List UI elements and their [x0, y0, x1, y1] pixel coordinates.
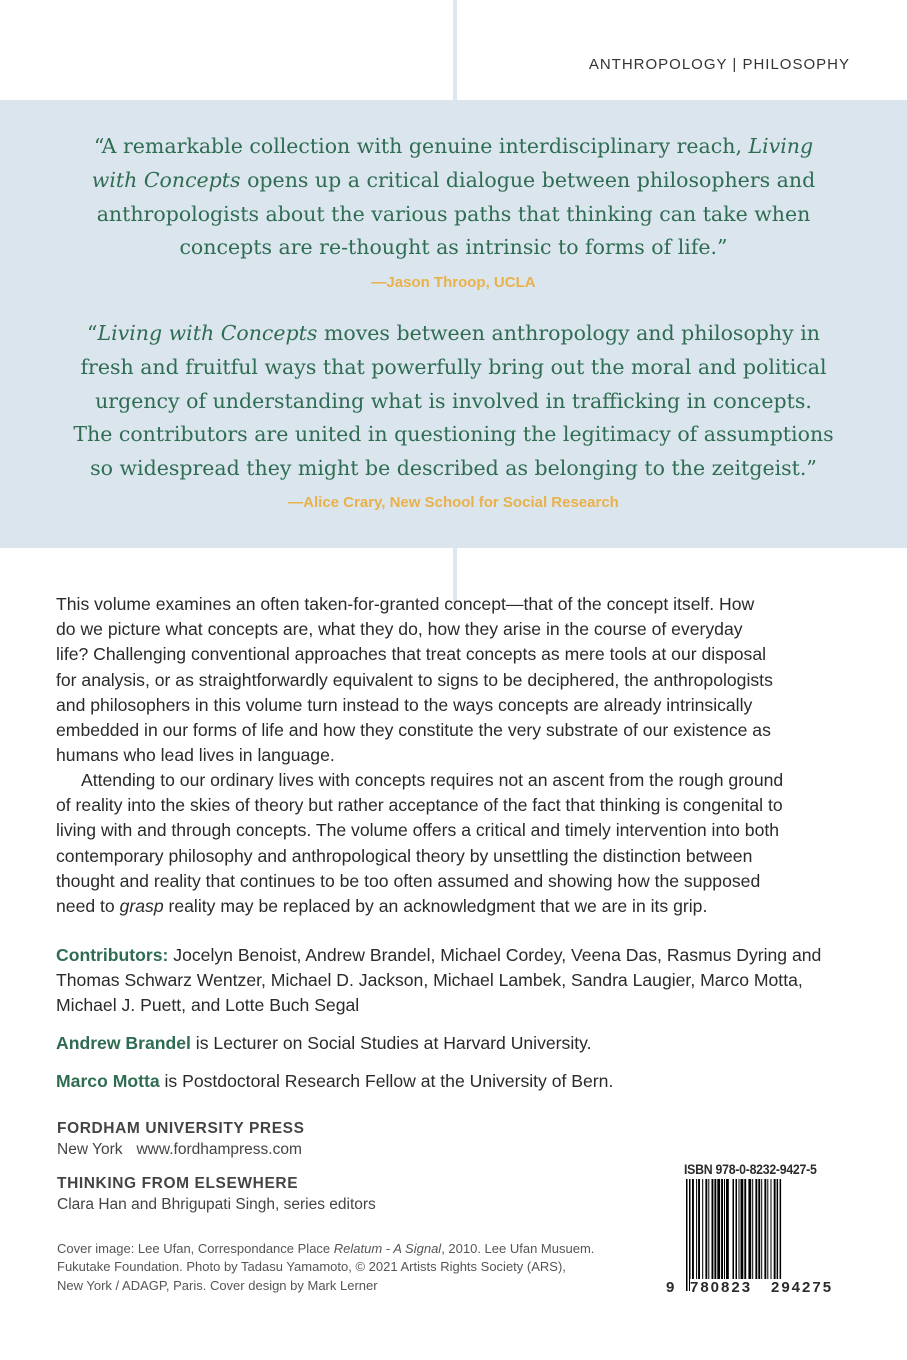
publisher-name: FORDHAM UNIVERSITY PRESS	[57, 1120, 305, 1137]
text-segment: Thomas Schwarz Wentzer, Michael D. Jackson, Michael Lambek, Sandra Laugier, Marco Motta,	[56, 970, 803, 991]
barcode-bar	[724, 1179, 725, 1279]
text-line	[56, 718, 856, 743]
text-segment: Attending to our ordinary lives with concepts requires not an ascent from the rough ground	[81, 770, 784, 790]
barcode-bar	[758, 1179, 760, 1279]
description-paragraph-2	[56, 768, 856, 919]
text-segment: contemporary philosophy and anthropological theory by unsettling the distinction between	[56, 845, 753, 866]
text-line	[57, 1277, 594, 1295]
category-label: ANTHROPOLOGY | PHILOSOPHY	[588, 56, 850, 73]
text-line	[56, 617, 856, 642]
publisher-info	[57, 1141, 302, 1159]
text-line	[56, 1069, 856, 1094]
barcode-bar	[721, 1179, 723, 1279]
text-line	[56, 668, 856, 693]
text-line	[56, 943, 856, 968]
barcode-bar	[733, 1179, 735, 1291]
barcode-bar	[717, 1179, 720, 1279]
text-segment: is Postdoctoral Research Fellow at the University of Bern.	[159, 1071, 614, 1091]
decorative-line-top	[453, 0, 457, 100]
text-segment: Michael J. Puett, and Lotte Buch Segal	[56, 995, 360, 1016]
italic-text: grasp	[119, 896, 164, 917]
text-segment: This volume examines an often taken-for-granted concept—that of the concept itself. How	[56, 594, 755, 614]
barcode-bar	[702, 1179, 703, 1279]
quote-2	[0, 317, 907, 486]
text-segment: urgency of understanding what is involved in trafficking in concepts.	[95, 388, 812, 413]
text-line	[56, 993, 856, 1018]
text-segment: for analysis, or as straightforwardly equivalent to signs to be deciphered, the anthropologists	[56, 669, 773, 690]
text-line	[56, 869, 856, 894]
text-line	[0, 164, 907, 198]
text-segment: so widespread they might be described as belonging to the zeitgeist.”	[90, 456, 817, 481]
barcode-bar	[712, 1179, 714, 1279]
barcode-bar	[764, 1179, 766, 1279]
text-segment: living with and through concepts. The volume offers a critical and timely intervention into both	[56, 820, 780, 841]
text-line	[56, 844, 856, 869]
text-line	[0, 231, 907, 265]
barcode-bar	[752, 1179, 753, 1279]
text-segment: , 2010. Lee Ufan Musuem.	[441, 1241, 595, 1256]
text-segment: embedded in our forms of life and how they constitute the very substrate of our existence as	[56, 720, 771, 741]
text-line	[56, 968, 856, 993]
text-segment: is Lecturer on Social Studies at Harvard University.	[190, 1033, 592, 1053]
text-line	[0, 130, 907, 164]
name-highlight: Marco Motta	[56, 1071, 160, 1091]
text-line	[0, 385, 907, 419]
description-paragraph-1	[56, 592, 856, 768]
barcode-bar	[744, 1179, 746, 1279]
barcode-bar	[726, 1179, 729, 1279]
barcode-bar	[739, 1179, 740, 1279]
text-line	[57, 1240, 594, 1258]
text-segment: humans who lead lives in language.	[56, 745, 335, 766]
barcode-bar	[698, 1179, 700, 1279]
quote-2-attribution: —Alice Crary, New School for Social Research	[288, 494, 619, 511]
text-segment: Fukutake Foundation. Photo by Tadasu Yamamoto, © 2021 Artists Rights Society (ARS),	[57, 1259, 566, 1275]
barcode-bar	[736, 1179, 738, 1291]
text-segment: of reality into the skies of theory but rather acceptance of the fact that thinking is congenital to	[56, 795, 783, 816]
publisher-city: New York	[57, 1141, 123, 1158]
text-segment: and philosophers in this volume turn instead to the ways concepts are already intrinsically	[56, 694, 753, 715]
text-line	[56, 1031, 856, 1056]
barcode-bar	[692, 1179, 694, 1279]
name-highlight: Contributors:	[56, 945, 169, 965]
text-segment: opens up a critical dialogue between philosophers and	[240, 167, 816, 192]
text-segment: life? Challenging conventional approaches that treat concepts as mere tools at our disposal	[56, 644, 767, 665]
text-line	[0, 317, 907, 351]
text-segment: do we picture what concepts are, what they do, how they arise in the course of everyday	[56, 619, 743, 640]
barcode-bar	[714, 1179, 716, 1279]
text-segment: thought and reality that continues to be too often assumed and showing how the supposed	[56, 870, 761, 891]
barcode-digits-left: 780823	[690, 1279, 753, 1296]
italic-text: Relatum - A Signal	[333, 1241, 442, 1256]
barcode-bar	[777, 1179, 779, 1291]
text-line	[0, 351, 907, 385]
barcode-bar	[761, 1179, 762, 1279]
text-segment: The contributors are united in questioning the legitimacy of assumptions	[73, 422, 834, 447]
series-name: THINKING FROM ELSEWHERE	[57, 1175, 299, 1192]
barcode-bar	[696, 1179, 697, 1279]
cover-credits	[57, 1240, 594, 1295]
text-segment: moves between anthropology and philosophy in	[317, 321, 820, 345]
barcode-bar	[767, 1179, 768, 1279]
barcode-bar	[708, 1179, 709, 1279]
barcode-bar	[705, 1179, 707, 1279]
italic-text: with Concepts	[91, 167, 241, 192]
barcode-bar	[686, 1179, 688, 1291]
text-line	[56, 894, 856, 919]
text-line	[56, 693, 856, 718]
barcode-bar	[774, 1179, 776, 1279]
text-line	[56, 642, 856, 667]
text-line	[56, 818, 856, 843]
text-line	[57, 1258, 594, 1276]
text-segment: “	[87, 321, 98, 345]
text-line	[0, 452, 907, 486]
text-segment: Cover image: Lee Ufan, Correspondance Place	[57, 1241, 334, 1256]
name-highlight: Andrew Brandel	[56, 1033, 191, 1053]
text-segment: “A remarkable collection with genuine interdisciplinary reach,	[93, 134, 749, 158]
text-segment: reality may be replaced by an acknowledgment that we are in its grip.	[163, 896, 708, 917]
barcode-bar	[771, 1179, 772, 1279]
text-line	[56, 743, 856, 768]
text-segment: Jocelyn Benoist, Andrew Brandel, Michael Cordey, Veena Das, Rasmus Dyring and	[168, 945, 822, 965]
bio-marco-motta	[56, 1069, 856, 1094]
quote-1-attribution: —Jason Throop, UCLA	[371, 274, 536, 291]
text-segment: concepts are re-thought as intrinsic to forms of life.”	[179, 235, 728, 260]
barcode-bar	[780, 1179, 782, 1291]
barcode-bar	[741, 1179, 744, 1279]
barcode-bar	[748, 1179, 751, 1279]
italic-text: Living	[748, 134, 814, 158]
publisher-url: www.fordhampress.com	[136, 1141, 302, 1158]
barcode-digits-right: 294275	[771, 1279, 834, 1296]
bio-andrew-brandel	[56, 1031, 856, 1056]
barcode-bar	[755, 1179, 757, 1279]
contributors-list	[56, 943, 856, 1019]
text-line	[56, 768, 856, 793]
italic-text: Living with Concepts	[97, 321, 318, 345]
text-line	[56, 793, 856, 818]
isbn-label: ISBN 978-0-8232-9427-5	[684, 1161, 817, 1177]
quote-1	[0, 130, 907, 265]
text-line	[0, 198, 907, 232]
series-editors: Clara Han and Bhrigupati Singh, series editors	[57, 1196, 376, 1213]
barcode-lead-digit: 9	[666, 1279, 677, 1296]
barcode-bar	[689, 1179, 691, 1291]
text-line	[56, 592, 856, 617]
text-line	[0, 418, 907, 452]
text-segment: need to	[56, 896, 120, 917]
text-segment: New York / ADAGP, Paris. Cover design by Mark Lerner	[57, 1277, 378, 1293]
text-segment: fresh and fruitful ways that powerfully bring out the moral and political	[80, 354, 827, 379]
text-segment: anthropologists about the various paths that thinking can take when	[96, 201, 811, 226]
